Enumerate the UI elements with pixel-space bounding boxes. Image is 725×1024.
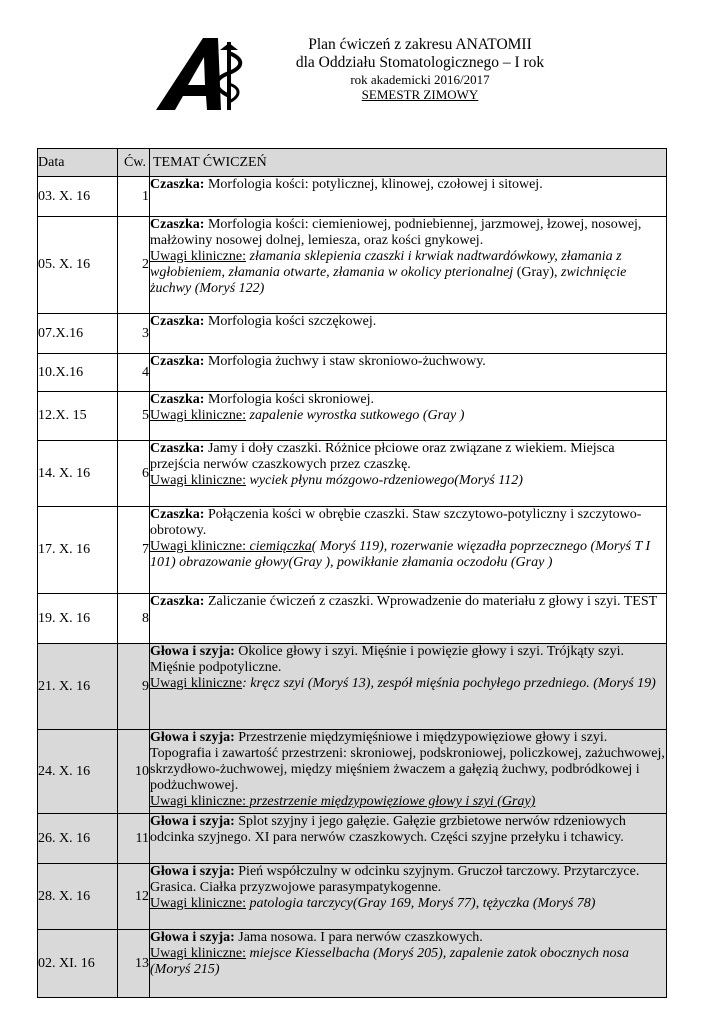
row-date: 19. X. 16: [38, 594, 118, 644]
topic-label: Głowa i szyja:: [150, 814, 235, 829]
row-topic: [150, 594, 667, 644]
row-date: 17. X. 16: [38, 507, 118, 594]
topic-text: Pień współczulny w odcinku szyjnym. Gruczoł tarczowy. Przytarczyce. Grasica. Ciałka przyzwojowe parasympatykogenne.: [150, 864, 640, 895]
table-header-row: [38, 149, 667, 177]
table-row: [38, 930, 667, 998]
row-number: 9: [118, 644, 150, 730]
table-row: [38, 392, 667, 441]
clinical-notes-text: miejsce Kiesselbacha (Moryś 205), zapalenie zatok obocznych nosa (Moryś 215): [150, 946, 630, 977]
topic-label: Głowa i szyja:: [150, 864, 235, 879]
row-date: 05. X. 16: [38, 217, 118, 314]
clinical-notes-label: Uwagi kliniczne:: [150, 896, 247, 911]
row-topic: [150, 507, 667, 594]
clinical-notes-source: (Gray),: [513, 265, 562, 280]
header-topic: TEMAT ĆWICZEŃ: [150, 149, 667, 177]
row-topic: [150, 644, 667, 730]
row-topic: [150, 864, 667, 930]
row-number: 7: [118, 507, 150, 594]
topic-label: Czaszka:: [150, 441, 205, 456]
row-date: 12.X. 15: [38, 392, 118, 441]
topic-label: Czaszka:: [150, 217, 205, 232]
topic-text: Morfologia kości: potylicznej, klinowej, czołowej i sitowej.: [204, 177, 543, 192]
table-row: [38, 594, 667, 644]
row-date: 28. X. 16: [38, 864, 118, 930]
topic-text: Morfologia kości szczękowej.: [204, 314, 377, 329]
topic-text: Jama nosowa. I para nerwów czaszkowych.: [234, 930, 483, 945]
row-date: 02. XI. 16: [38, 930, 118, 998]
row-number: 2: [118, 217, 150, 314]
row-topic: [150, 730, 667, 814]
topic-text: Połączenia kości w obrębie czaszki. Staw szczytowo-potyliczny i szczytowo-obrotowy.: [150, 507, 642, 538]
row-topic: [150, 441, 667, 507]
topic-label: Czaszka:: [150, 354, 205, 369]
document-header: [250, 36, 590, 102]
row-number: 4: [118, 354, 150, 392]
clinical-notes-term: ciemiączka: [246, 539, 312, 554]
topic-text: Morfologia kości: ciemieniowej, podniebiennej, jarzmowej, łzowej, nosowej, małżowiny nosowej dolnej, lemiesza, oraz kości gnykowej.: [150, 217, 642, 248]
topic-text: Jamy i doły czaszki. Różnice płciowe oraz związane z wiekiem. Miejsca przejścia nerwów czaszkowych przez czaszkę.: [150, 441, 615, 472]
title-line-2: dla Oddziału Stomatologicznego – I rok: [295, 54, 545, 71]
table-row: [38, 507, 667, 594]
row-topic: [150, 177, 667, 217]
header-date: Data: [38, 149, 118, 177]
table-row: [38, 730, 667, 814]
topic-label: Głowa i szyja:: [150, 644, 235, 659]
row-date: 24. X. 16: [38, 730, 118, 814]
topic-label: Czaszka:: [150, 392, 205, 407]
table-row: [38, 354, 667, 392]
topic-text: Splot szyjny i jego gałęzie. Gałęzie grzbietowe nerwów rdzeniowych odcinka szyjnego. XI para nerwów czaszkowych. Części szyjne przełyku i tchawicy.: [150, 814, 626, 845]
row-number: 12: [118, 864, 150, 930]
row-number: 10: [118, 730, 150, 814]
clinical-notes-text: zapalenie wyrostka sutkowego (Gray ): [246, 408, 465, 423]
header-number: Ćw.: [118, 149, 150, 177]
row-number: 5: [118, 392, 150, 441]
row-date: 03. X. 16: [38, 177, 118, 217]
row-date: 14. X. 16: [38, 441, 118, 507]
table-row: [38, 644, 667, 730]
row-number: 8: [118, 594, 150, 644]
table-row: [38, 864, 667, 930]
clinical-notes-label: Uwagi kliniczne:: [150, 946, 247, 961]
table-row: [38, 441, 667, 507]
clinical-notes-label: Uwagi kliniczne:: [150, 408, 247, 423]
semester-label: SEMESTR ZIMOWY: [361, 87, 479, 102]
row-topic: [150, 314, 667, 354]
topic-label: Głowa i szyja:: [150, 930, 235, 945]
row-number: 3: [118, 314, 150, 354]
clinical-notes-text-2: zwichnięcie żuchwy (Moryś 122): [150, 265, 627, 296]
topic-text: Morfologia kości skroniowej.: [204, 392, 374, 407]
row-topic: [150, 814, 667, 864]
anatomy-department-logo-icon: [156, 38, 248, 112]
row-number: 1: [118, 177, 150, 217]
clinical-notes-text: : kręcz szyi (Moryś 13), zespół mięśnia pochyłego przedniego. (Moryś 19): [242, 676, 656, 691]
row-topic: [150, 392, 667, 441]
clinical-notes-label: Uwagi kliniczne:: [150, 794, 247, 809]
exercise-plan-table: [37, 148, 667, 998]
clinical-notes-label: Uwagi kliniczne:: [150, 539, 247, 554]
row-topic: [150, 217, 667, 314]
clinical-notes-text: wyciek płynu mózgowo-rdzeniowego(Moryś 112): [246, 473, 523, 488]
row-date: 10.X.16: [38, 354, 118, 392]
row-topic: [150, 354, 667, 392]
topic-text: Morfologia żuchwy i staw skroniowo-żuchwowy.: [204, 354, 486, 369]
clinical-notes-text: ( Moryś 119), rozerwanie więzadła poprzecznego (Moryś T I 101) obrazowanie głowy(Gray ), powikłanie złamania oczodołu (Gray ): [150, 539, 651, 570]
row-topic: [150, 930, 667, 998]
academic-year: rok akademicki 2016/2017: [350, 72, 490, 87]
table-row: [38, 177, 667, 217]
clinical-notes-label: Uwagi kliniczne: [150, 676, 243, 691]
clinical-notes-text: przestrzenie międzypowięziowe głowy i szyi (Gray): [246, 794, 536, 809]
row-number: 13: [118, 930, 150, 998]
topic-label: Czaszka:: [150, 507, 205, 522]
table-row: [38, 314, 667, 354]
clinical-notes-label: Uwagi kliniczne:: [150, 473, 247, 488]
topic-label: Czaszka:: [150, 314, 205, 329]
topic-label: Czaszka:: [150, 594, 205, 609]
row-date: 21. X. 16: [38, 644, 118, 730]
row-number: 6: [118, 441, 150, 507]
topic-text: Zaliczanie ćwiczeń z czaszki. Wprowadzenie do materiału z głowy i szyi. TEST: [204, 594, 658, 609]
table-row: [38, 814, 667, 864]
topic-label: Głowa i szyja:: [150, 730, 235, 745]
row-date: 07.X.16: [38, 314, 118, 354]
row-date: 26. X. 16: [38, 814, 118, 864]
clinical-notes-text: złamania sklepienia czaszki i krwiak nadtwardówkowy, złamania z wgłobieniem, złamania otwarte, złamania w okolicy pterionalnej: [150, 249, 622, 280]
table-row: [38, 217, 667, 314]
topic-label: Czaszka:: [150, 177, 205, 192]
row-number: 11: [118, 814, 150, 864]
topic-text: Przestrzenie międzymięśniowe i międzypowięziowe głowy i szyi. Topografia i zawartość przestrzeni: skroniowej, podskroniowej, policzkowej, zażuchwowej, skrzydłowo-żuchwowej, między mięśniem żwaczem a gałęzią żuchwy, podbródkowej i podżuchwowej.: [150, 730, 665, 793]
clinical-notes-label: Uwagi kliniczne:: [150, 249, 247, 264]
topic-text: Okolice głowy i szyi. Mięśnie i powięzie głowy i szyi. Trójkąty szyi. Mięśnie podpotyliczne.: [150, 644, 625, 675]
clinical-notes-text: patologia tarczycy(Gray 169, Moryś 77), tężyczka (Moryś 78): [246, 896, 596, 911]
title-line-1: Plan ćwiczeń z zakresu ANATOMII: [308, 36, 532, 53]
